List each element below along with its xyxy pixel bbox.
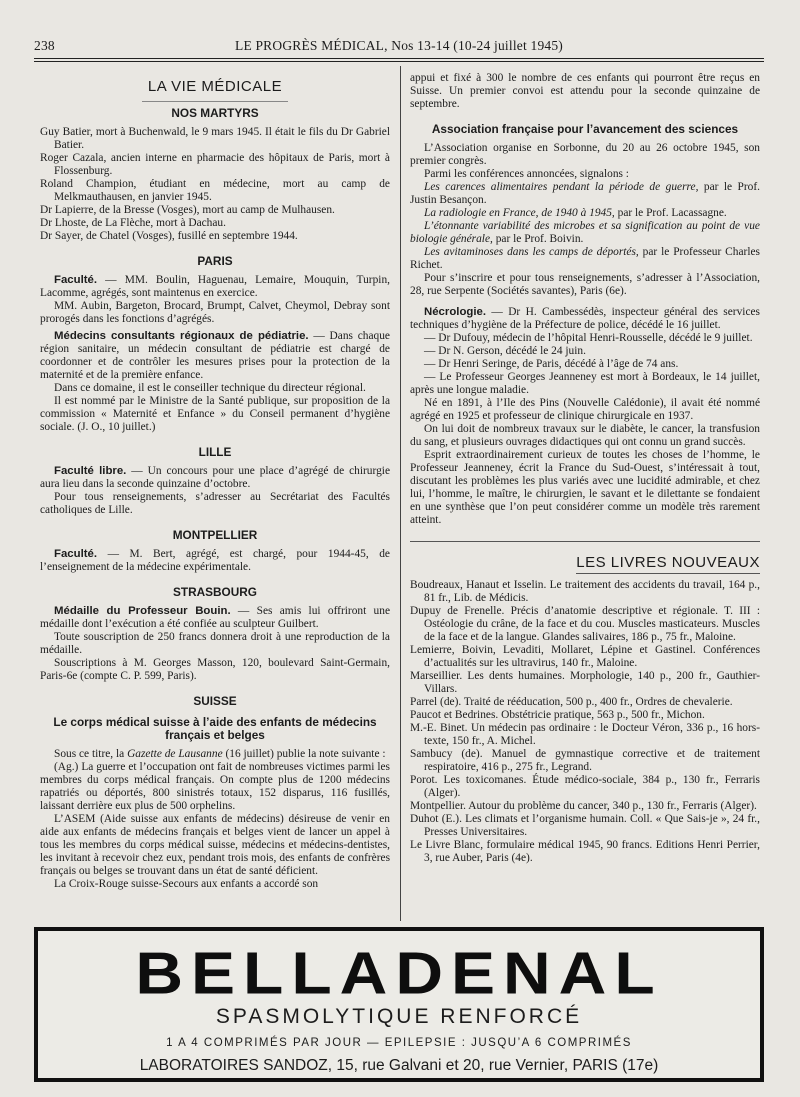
book-entry: Lemierre, Boivin, Levaditi, Mollaret, Lépine et Gastinel. Conférences d’actualités sur les ultravirus, 140 fr., Maloine. <box>410 644 760 669</box>
suisse-paragraph-3: L’ASEM (Aide suisse aux enfants de médecins) désireuse de venir en aide aux enfants de médecins français et belges vient de lancer un appel à tous les membres du corps médical suisse, médecins et médecins-dentistes, les invitant à recevoir chez eux, pendant trois mois, des enfants de confrères français ou belges se trouvant dans un état de santé déficient. <box>40 813 390 877</box>
necrologie-paragraph: Nécrologie. — Dr H. Cambessédès, inspecteur général des services techniques d’hygiène de la Préfecture de police, décédé le 16 juillet. <box>410 306 760 331</box>
suisse-subheading: Le corps médical suisse à l’aide des enfants de médecins français et belges <box>53 715 377 742</box>
ad-laboratory: LABORATOIRES SANDOZ, 15, rue Galvani et 20, rue Vernier, PARIS (17e) <box>139 1057 659 1074</box>
book-entry: Sambucy (de). Manuel de gymnastique corrective et de traitement respiratoire, 416 p., 275 fr., Legrand. <box>410 748 760 773</box>
pediatrie-paragraph: Médecins consultants régionaux de pédiatrie. — Dans chaque région sanitaire, un médecin consultant de pédiatrie est chargé de coordonner et de contrôler les mesures prises pour la protection de la maternité et de la première enfance. <box>40 330 390 381</box>
book-entry: Boudreaux, Hanaut et Isselin. Le traitement des accidents du travail, 164 p., 81 fr., Lib. de Médicis. <box>410 579 760 604</box>
martyr-entry: Roland Champion, étudiant en médecine, mort au camp de Melkmauthausen, en janvier 1945. <box>40 178 390 203</box>
section-title: LA VIE MÉDICALE <box>40 80 390 93</box>
strasbourg-lead: Médaille du Professeur Bouin. <box>54 605 231 617</box>
conference-item: Les avitaminoses dans les camps de déportés, par le Professeur Charles Richet. <box>410 246 760 271</box>
martyrs-heading: NOS MARTYRS <box>171 106 259 120</box>
pediatrie-paragraph-3: Il est nommé par le Ministre de la Santé publique, sur proposition de la commission « Maternité et Enfance » du Conseil permanent d’hygiène sociale. (J. O., 10 juillet.) <box>40 395 390 433</box>
lille-paragraph: Faculté libre. — Un concours pour une place d’agrégé de chirurgie aura lieu dans la seconde quinzaine d’octobre. <box>40 465 391 490</box>
suisse-heading: SUISSE <box>193 694 237 708</box>
conference-item: Les carences alimentaires pendant la période de guerre, par le Prof. Justin Besançon. <box>410 181 760 206</box>
martyr-entry: Dr Sayer, de Chatel (Vosges), fusillé en septembre 1944. <box>40 230 298 242</box>
montpellier-heading: MONTPELLIER <box>172 528 258 542</box>
pediatrie-lead: Médecins consultants régionaux de pédiatrie. <box>54 330 309 342</box>
advertisement-box <box>34 927 764 1082</box>
montpellier-lead: Faculté. <box>54 548 98 560</box>
ad-brand: BELLADENAL <box>135 939 663 1007</box>
book-entry: Dupuy de Frenelle. Précis d’anatomie descriptive et régionale. T. III : Ostéologie du crâne, de la face et du cou. Muscles masticateurs. Muscles de la face et de la langue. Glandes salivaires, 186 p., 75 fr., Maloine. <box>410 605 760 643</box>
strasbourg-paragraph-3: Souscriptions à M. Georges Masson, 120, boulevard Saint-Germain, Paris-6e (compte C. P. 599, Paris). <box>40 657 390 682</box>
necrologie-entry: — Dr Dufouy, médecin de l’hôpital Henri-Rousselle, décédé le 9 juillet. <box>424 332 753 344</box>
book-entry: Parrel (de). Traité de rééducation, 500 p., 400 fr., Ordres de chevalerie. <box>410 696 733 708</box>
livres-title: LES LIVRES NOUVEAUX <box>410 556 760 569</box>
strasbourg-heading: STRASBOURG <box>173 585 257 599</box>
necrologie-entry: Né en 1891, à l’Ile des Pins (Nouvelle Calédonie), il avait été nommé agrégé en 1925 et professeur de clinique chirurgicale en 1937. <box>410 397 760 422</box>
assoc-paragraph-3: Pour s’inscrire et pour tous renseignements, s’adresser à l’Association, 28, rue Serpente (Sociétés savantes), Paris (6e). <box>410 272 760 297</box>
paris-faculte-2: MM. Aubin, Bargeton, Brocard, Brumpt, Calvet, Cheymol, Debray sont prorogés dans les fonctions d’agrégés. <box>40 300 390 325</box>
suisse-paragraph-4: La Croix-Rouge suisse-Secours aux enfants a accordé son <box>54 878 319 890</box>
strasbourg-paragraph-2: Toute souscription de 250 francs donnera droit à une reproduction de la médaille. <box>40 631 390 656</box>
book-entry: Marseillier. Les dents humaines. Morphologie, 140 p., 200 fr., Gauthier-Villars. <box>410 670 760 695</box>
assoc-paragraph-2: Parmi les conférences annoncées, signalons : <box>424 168 629 180</box>
ad-subtitle: SPASMOLYTIQUE RENFORCÉ <box>215 1005 583 1028</box>
necrologie-entry: — Dr Henri Seringe, de Paris, décédé à l’âge de 74 ans. <box>424 358 679 370</box>
lille-paragraph-2: Pour tous renseignements, s’adresser au Secrétariat des Facultés catholiques de Lille. <box>40 491 390 516</box>
book-entry: Montpellier. Autour du problème du cancer, 340 p., 130 fr., Ferraris (Alger). <box>410 800 757 812</box>
header-rule <box>34 58 764 59</box>
necrologie-entry: On lui doit de nombreux travaux sur le diabète, le cancer, la transfusion du sang, et plusieurs ouvrages didactiques qui ont connu un grand succès. <box>410 423 760 448</box>
suisse-paragraph-1: Sous ce titre, la Gazette de Lausanne (16 juillet) publie la note suivante : <box>54 748 386 760</box>
assoc-paragraph-1: L’Association organise en Sorbonne, du 20 au 26 octobre 1945, son premier congrès. <box>410 142 760 167</box>
martyr-entry: Guy Batier, mort à Buchenwald, le 9 mars 1945. Il était le fils du Dr Gabriel Batier. <box>40 126 390 151</box>
book-entry: Le Livre Blanc, formulaire médical 1945, 90 francs. Editions Henri Perrier, 3, rue Auber, Paris (4e). <box>410 839 760 864</box>
ad-dosage: 1 A 4 COMPRIMÉS PAR JOUR — EPILEPSIE : JUSQU’A 6 COMPRIMÉS <box>166 1037 632 1049</box>
paris-heading: PARIS <box>197 254 233 268</box>
suisse-continuation: appui et fixé à 300 le nombre de ces enfants qui pourront être reçus en Suisse. Un premier convoi est attendu pour la seconde quinzaine de septembre. <box>410 72 760 110</box>
lille-heading: LILLE <box>198 445 232 459</box>
book-entry: M.-E. Binet. Un médecin pas ordinaire : le Docteur Véron, 336 p., 16 hors-texte, 150 fr., A. Michel. <box>410 722 760 747</box>
strasbourg-paragraph: Médaille du Professeur Bouin. — Ses amis lui offriront une médaille dont l’exécution a été confiée au sculpteur Guilbert. <box>40 605 390 630</box>
pediatrie-paragraph-2: Dans ce domaine, il est le conseiller technique du directeur régional. <box>54 382 366 394</box>
lille-lead: Faculté libre. <box>54 465 127 477</box>
necrologie-entry: — Dr N. Gerson, décédé le 24 juin. <box>424 345 586 357</box>
suisse-paragraph-2: (Ag.) La guerre et l’occupation ont fait de nombreuses victimes parmi les membres du corps médical français. On compte plus de 1200 médecins rapatriés ou déportés, 800 sinistrés totaux, 152 disparus, 116 fusillés, laissant derrière eux plus de 500 orphelins. <box>40 761 390 812</box>
paris-faculte: Faculté. — MM. Boulin, Haguenau, Lemaire, Mouquin, Turpin, Lacomme, agrégés, sont maintenus en exercice. <box>40 274 390 299</box>
necrologie-lead: Nécrologie. <box>424 306 487 318</box>
left-column <box>40 72 390 891</box>
conference-item: L’étonnante variabilité des microbes et sa signification au point de vue biologie générale, par le Prof. Boivin. <box>410 220 760 245</box>
section-separator <box>410 541 760 542</box>
montpellier-paragraph: Faculté. — M. Bert, agrégé, est chargé, pour 1944-45, de l’enseignement de la médecine expérimentale. <box>40 548 390 573</box>
running-title: LE PROGRÈS MÉDICAL, Nos 13-14 (10-24 juillet 1945) <box>235 38 563 53</box>
column-divider <box>400 66 401 921</box>
paris-faculte-lead: Faculté. <box>54 274 98 286</box>
martyr-entry: Dr Lhoste, de La Flèche, mort à Dachau. <box>40 217 226 229</box>
necrologie-entry: — Le Professeur Georges Jeanneney est mort à Bordeaux, le 14 juillet, après une longue maladie. <box>410 371 760 396</box>
martyr-entry: Roger Cazala, ancien interne en pharmacie des hôpitaux de Paris, mort à Flossenburg. <box>40 152 390 177</box>
martyr-entry: Dr Lapierre, de la Bresse (Vosges), mort au camp de Mulhausen. <box>40 204 335 216</box>
page-number: 238 <box>34 38 55 53</box>
book-entry: Porot. Les toxicomanes. Étude médico-sociale, 384 p., 130 fr., Ferraris (Alger). <box>410 774 760 799</box>
header-rule-double <box>34 61 764 62</box>
necrologie-entry: Esprit extraordinairement curieux de toutes les choses de l’homme, le Professeur Jeanneney, écrit la France du Sud-Ouest, s’intéressait à tout, discutant les problèmes les plus variés avec une lucidité admirable, et chez lui, l’homme, le maître, le chirurgien, le savant et le dilettante se fondaient en une synthèse que l’on peut considérer comme un modèle très rarement atteint. <box>410 449 760 526</box>
book-entry: Paucot et Bedrines. Obstétricie pratique, 563 p., 500 fr., Michon. <box>410 709 705 721</box>
right-column <box>410 72 760 865</box>
conference-item: La radiologie en France, de 1940 à 1945, par le Prof. Lacassagne. <box>424 207 727 219</box>
assoc-heading: Association française pour l’avancement des sciences <box>431 122 739 136</box>
book-entry: Duhot (E.). Les climats et l’organisme humain. Coll. « Que Sais-je », 24 fr., Presses Universitaires. <box>410 813 760 838</box>
